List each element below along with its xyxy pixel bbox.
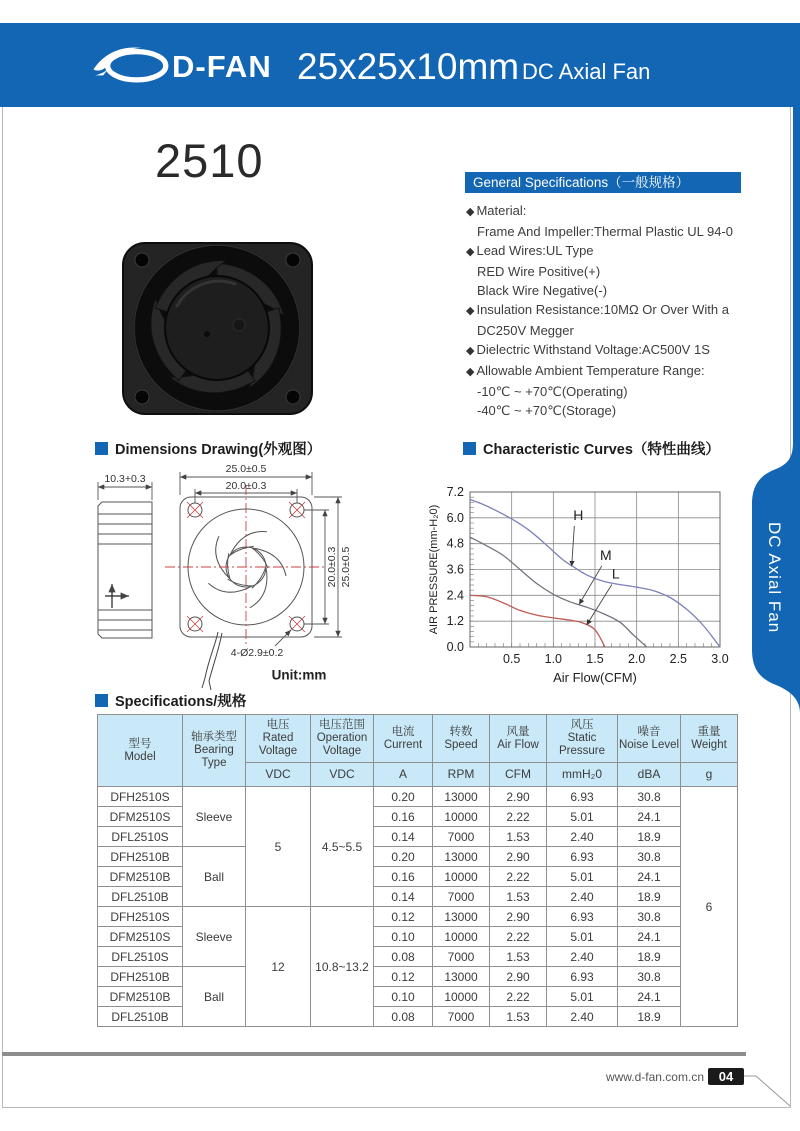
spec-list-item: -10℃ ~ +70℃(Operating) (477, 384, 628, 399)
value-cell: 13000 (433, 907, 490, 927)
table-row (98, 967, 738, 987)
value-cell: 10000 (433, 807, 490, 827)
svg-text:AIR PRESSURE(mm-H₂0): AIR PRESSURE(mm-H₂0) (428, 504, 440, 635)
specifications-table (97, 714, 738, 1027)
value-cell: 24.1 (618, 807, 681, 827)
value-cell: 2.22 (490, 867, 547, 887)
spec-list-item: -40℃ ~ +70℃(Storage) (477, 403, 617, 418)
dim-hole-pitch-h: 20.0±0.3 (225, 480, 267, 492)
model-cell: DFM2510S (98, 927, 183, 947)
value-cell: 10000 (433, 867, 490, 887)
value-cell: 5.01 (547, 867, 618, 887)
blue-square-icon (463, 442, 476, 455)
value-cell: 0.10 (374, 987, 433, 1007)
section-title-specifications: Specifications/规格 (95, 690, 246, 711)
model-cell: DFH2510B (98, 847, 183, 867)
diamond-bullet-icon: ◆ (466, 206, 475, 218)
spec-list-item: ◆ Insulation Resistance:10MΩ Or Over With a (466, 302, 729, 317)
value-cell: 18.9 (618, 887, 681, 907)
value-cell: 2.90 (490, 847, 547, 867)
diamond-bullet-icon: ◆ (466, 246, 475, 258)
model-cell: DFM2510B (98, 987, 183, 1007)
value-cell: 7000 (433, 1007, 490, 1027)
side-tab-label: DC Axial Fan (765, 521, 784, 634)
svg-text:L: L (611, 565, 620, 582)
value-cell: 2.40 (547, 827, 618, 847)
svg-text:1.2: 1.2 (446, 614, 464, 629)
column-header: 型号 Model (98, 715, 183, 787)
value-cell: 1.53 (490, 1007, 547, 1027)
value-cell: 0.10 (374, 927, 433, 947)
spec-list-item: Black Wire Negative(-) (477, 283, 608, 298)
value-cell: 0.14 (374, 887, 433, 907)
svg-text:Air Flow(CFM): Air Flow(CFM) (553, 670, 637, 685)
characteristic-curves-chart (425, 458, 745, 690)
spec-list-item: ◆ Dielectric Withstand Voltage:AC500V 1S (466, 342, 710, 357)
diamond-bullet-icon: ◆ (466, 305, 475, 317)
diamond-bullet-icon: ◆ (466, 345, 475, 357)
unit-header: A (374, 763, 433, 787)
unit-header: dBA (618, 763, 681, 787)
model-cell: DFL2510S (98, 947, 183, 967)
value-cell: 30.8 (618, 847, 681, 867)
section-title-dimensions: Dimensions Drawing(外观图） (95, 438, 321, 459)
dim-side-width: 10.3+0.3 (104, 473, 146, 485)
value-cell: 30.8 (618, 787, 681, 807)
svg-text:0.0: 0.0 (446, 640, 464, 654)
table-body (98, 787, 738, 1027)
footer-website-link[interactable]: www.d-fan.com.cn (605, 1070, 704, 1084)
page-subtitle: DC Axial Fan (522, 59, 651, 84)
blue-square-icon (95, 442, 108, 455)
value-cell: 6.93 (547, 787, 618, 807)
unit-header: VDC (311, 763, 374, 787)
value-cell: 2.90 (490, 787, 547, 807)
bearing-cell: Ball (183, 847, 246, 907)
value-cell: 2.22 (490, 987, 547, 1007)
value-cell: 18.9 (618, 827, 681, 847)
value-cell: 6.93 (547, 967, 618, 987)
value-cell: 6.93 (547, 907, 618, 927)
value-cell: 0.12 (374, 967, 433, 987)
unit-header: RPM (433, 763, 490, 787)
value-cell: 0.14 (374, 827, 433, 847)
general-specs-list (466, 201, 756, 420)
value-cell: 24.1 (618, 867, 681, 887)
value-cell: 1.53 (490, 887, 547, 907)
value-cell: 24.1 (618, 927, 681, 947)
value-cell: 0.12 (374, 907, 433, 927)
table-header (98, 715, 738, 787)
value-cell: 30.8 (618, 967, 681, 987)
unit-header: VDC (246, 763, 311, 787)
dfan-logo-icon (92, 38, 174, 92)
value-cell: 18.9 (618, 1007, 681, 1027)
table-row (98, 847, 738, 867)
value-cell: 0.16 (374, 867, 433, 887)
value-cell: 2.40 (547, 1007, 618, 1027)
value-cell: 2.22 (490, 927, 547, 947)
dimension-lineart (85, 460, 365, 700)
value-cell: 5.01 (547, 927, 618, 947)
value-cell: 7000 (433, 947, 490, 967)
value-cell: 2.40 (547, 887, 618, 907)
value-cell: 0.20 (374, 847, 433, 867)
spec-list-item: Frame And Impeller:Thermal Plastic UL 94-0 (477, 224, 734, 239)
header-banner (0, 23, 800, 107)
value-cell: 5.01 (547, 987, 618, 1007)
bearing-cell: Sleeve (183, 787, 246, 847)
unit-header: mmH₂0 (547, 763, 618, 787)
table-row (98, 787, 738, 807)
voltage-range-cell: 10.8~13.2 (311, 907, 374, 1027)
spec-list-item: ◆ Allowable Ambient Temperature Range: (466, 363, 705, 378)
value-cell: 24.1 (618, 987, 681, 1007)
value-cell: 0.16 (374, 807, 433, 827)
column-header: 重量 Weight (681, 715, 738, 763)
dim-outer-width: 25.0±0.5 (225, 463, 267, 475)
svg-text:3.6: 3.6 (446, 562, 464, 577)
svg-text:1.5: 1.5 (586, 652, 604, 666)
svg-text:2.5: 2.5 (669, 652, 688, 666)
voltage-cell: 5 (246, 787, 311, 907)
page-number-badge: 04 (708, 1068, 744, 1085)
column-header: 轴承类型 Bearing Type (183, 715, 246, 787)
svg-text:7.2: 7.2 (446, 485, 464, 499)
spec-list-item: DC250V Megger (477, 323, 574, 338)
value-cell: 13000 (433, 967, 490, 987)
value-cell: 1.53 (490, 947, 547, 967)
value-cell: 13000 (433, 847, 490, 867)
value-cell: 5.01 (547, 807, 618, 827)
model-cell: DFM2510B (98, 867, 183, 887)
svg-text:1.0: 1.0 (544, 652, 563, 666)
dim-holes-label: 4-Ø2.9±0.2 (230, 647, 284, 659)
model-cell: DFL2510B (98, 887, 183, 907)
dim-outer-height: 25.0±0.5 (340, 546, 352, 588)
column-header: 风压 Static Pressure (547, 715, 618, 763)
voltage-cell: 12 (246, 907, 311, 1027)
unit-header: g (681, 763, 738, 787)
logo-wordmark: D-FAN (172, 49, 272, 84)
value-cell: 0.08 (374, 947, 433, 967)
svg-text:2.4: 2.4 (446, 588, 464, 603)
value-cell: 13000 (433, 787, 490, 807)
section-title-curves: Characteristic Curves（特性曲线） (463, 438, 720, 459)
unit-header: CFM (490, 763, 547, 787)
svg-text:H: H (573, 506, 584, 523)
spec-list-item: ◆ Lead Wires:UL Type (466, 243, 594, 258)
fan-product-photo (115, 230, 320, 428)
model-cell: DFH2510S (98, 787, 183, 807)
column-header: 电流 Current (374, 715, 433, 763)
value-cell: 2.90 (490, 907, 547, 927)
value-cell: 2.40 (547, 947, 618, 967)
svg-text:6.0: 6.0 (446, 510, 464, 525)
diamond-bullet-icon: ◆ (466, 366, 475, 378)
value-cell: 18.9 (618, 947, 681, 967)
footer-rule (2, 1052, 746, 1056)
weight-cell: 6 (681, 787, 738, 1027)
spec-list-item: ◆ Material: (466, 203, 527, 218)
column-header: 风量 Air Flow (490, 715, 547, 763)
spec-list-item: RED Wire Positive(+) (477, 264, 601, 279)
bearing-cell: Ball (183, 967, 246, 1027)
model-cell: DFL2510S (98, 827, 183, 847)
value-cell: 7000 (433, 887, 490, 907)
voltage-range-cell: 4.5~5.5 (311, 787, 374, 907)
value-cell: 7000 (433, 827, 490, 847)
value-cell: 30.8 (618, 907, 681, 927)
model-cell: DFH2510S (98, 907, 183, 927)
column-header: 噪音 Noise Level (618, 715, 681, 763)
value-cell: 2.22 (490, 807, 547, 827)
bearing-cell: Sleeve (183, 907, 246, 967)
model-cell: DFM2510S (98, 807, 183, 827)
dim-hole-pitch-v: 20.0±0.3 (326, 546, 338, 588)
svg-text:0.5: 0.5 (502, 652, 521, 666)
page-title: 25x25x10mm (297, 46, 520, 87)
value-cell: 2.90 (490, 967, 547, 987)
svg-text:4.8: 4.8 (446, 536, 464, 551)
model-heading: 2510 (155, 134, 264, 187)
dimensions-drawing (85, 460, 365, 700)
column-header: 转数 Speed (433, 715, 490, 763)
value-cell: 1.53 (490, 827, 547, 847)
general-specs-title: General Specifications（一般规格） (465, 172, 741, 193)
value-cell: 10000 (433, 987, 490, 1007)
value-cell: 0.20 (374, 787, 433, 807)
value-cell: 0.08 (374, 1007, 433, 1027)
column-header: 电压 Rated Voltage (246, 715, 311, 763)
svg-text:2.0: 2.0 (627, 652, 646, 666)
footer-corner-line (700, 1060, 795, 1110)
dim-unit-label: Unit:mm (271, 667, 327, 683)
table-row (98, 907, 738, 927)
value-cell: 10000 (433, 927, 490, 947)
value-cell: 6.93 (547, 847, 618, 867)
column-header: 电压范围 Operation Voltage (311, 715, 374, 763)
model-cell: DFL2510B (98, 1007, 183, 1027)
svg-text:M: M (599, 546, 612, 563)
model-cell: DFH2510B (98, 967, 183, 987)
svg-text:3.0: 3.0 (711, 652, 729, 666)
